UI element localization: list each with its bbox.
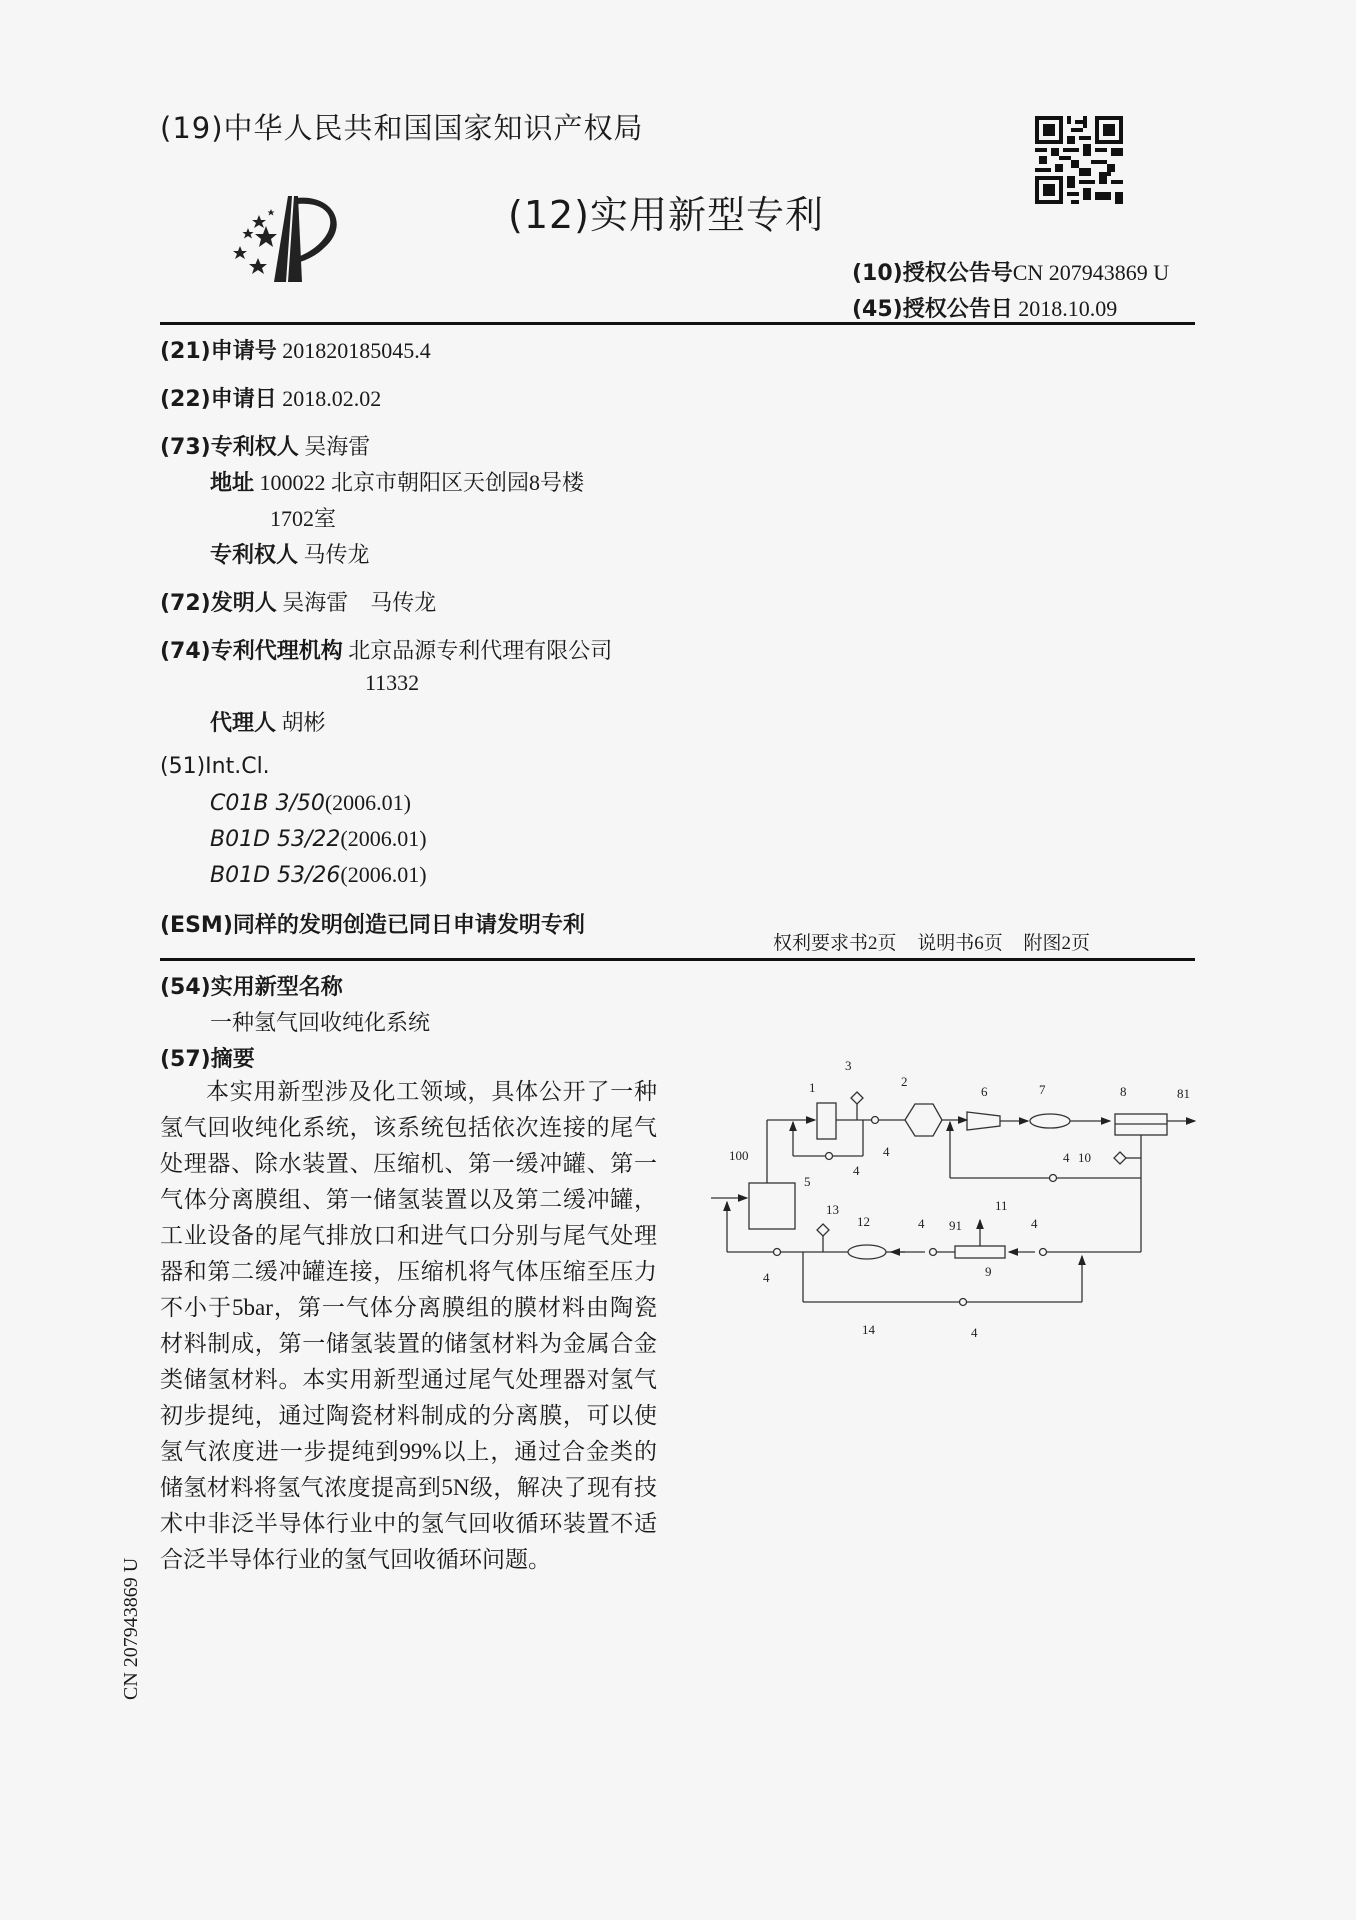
svg-text:9: 9 (985, 1264, 992, 1279)
inventors-label: (72)发明人 (160, 591, 277, 616)
inventors-value: 吴海雷 马传龙 (282, 590, 437, 615)
address-line2: 1702室 (270, 506, 337, 531)
ipc-item (210, 790, 411, 816)
application-date-label: (22)申请日 (160, 387, 277, 412)
application-number-value: 201820185045.4 (282, 338, 431, 363)
svg-text:12: 12 (857, 1214, 870, 1229)
biblio-divider (160, 958, 1195, 961)
office-name: (19)中华人民共和国国家知识产权局 (160, 111, 644, 145)
svg-text:1: 1 (809, 1080, 816, 1095)
process-flow-diagram (705, 1040, 1200, 1350)
side-publication-number: CN 207943869 U (120, 1557, 142, 1700)
patent-agency-label: (74)专利代理机构 (160, 639, 343, 664)
publication-number-label: (10)授权公告号 (852, 261, 1013, 286)
patent-agency-code: 11332 (365, 670, 420, 695)
patentee-label: (73)专利权人 (160, 435, 299, 460)
svg-text:5: 5 (804, 1174, 811, 1189)
svg-text:4: 4 (763, 1270, 770, 1285)
patentee-value: 吴海雷 (304, 434, 371, 459)
publication-date (852, 292, 1117, 323)
ipc-item (210, 826, 427, 852)
document-type: (12)实用新型专利 (508, 193, 825, 237)
utility-model-title-label: (54)实用新型名称 (160, 975, 343, 1000)
application-date (160, 382, 381, 413)
svg-text:13: 13 (826, 1202, 839, 1217)
svg-text:4: 4 (918, 1216, 925, 1231)
svg-text:14: 14 (862, 1322, 875, 1337)
publication-number-value: CN 207943869 U (1012, 260, 1170, 285)
svg-text:4: 4 (1063, 1150, 1070, 1165)
svg-text:8: 8 (1120, 1084, 1127, 1099)
header-divider (160, 322, 1195, 325)
ipc-version: (2006.01) (340, 862, 427, 887)
patentee-2 (210, 538, 370, 569)
patentee-2-label: 专利权人 (210, 543, 299, 568)
svg-text:4: 4 (883, 1144, 890, 1159)
agent (210, 706, 326, 737)
publication-date-value: 2018.10.09 (1018, 296, 1118, 321)
utility-model-title: 一种氢气回收纯化系统 (210, 1010, 431, 1035)
address (210, 466, 584, 497)
publication-number (852, 256, 1169, 287)
patent-agency-value: 北京品源专利代理有限公司 (348, 638, 613, 663)
ipc-version: (2006.01) (324, 790, 412, 815)
ipc-code: B01D 53/26 (210, 863, 341, 888)
svg-text:6: 6 (981, 1084, 988, 1099)
svg-text:11: 11 (995, 1198, 1008, 1213)
svg-text:100: 100 (729, 1148, 749, 1163)
svg-text:3: 3 (845, 1058, 852, 1073)
svg-text:10: 10 (1078, 1150, 1091, 1165)
patentee (160, 430, 370, 461)
abstract-label: (57)摘要 (160, 1047, 255, 1072)
svg-text:81: 81 (1177, 1086, 1190, 1101)
svg-text:4: 4 (853, 1163, 860, 1178)
svg-text:2: 2 (901, 1074, 908, 1089)
address-line1: 100022 北京市朝阳区天创园8号楼 (259, 470, 585, 495)
abstract-paragraph: 本实用新型涉及化工领域，具体公开了一种氢气回收纯化系统，该系统包括依次连接的尾气处理器、除水装置、压缩机、第一缓冲罐、第一气体分离膜组、第一储氢装置以及第二缓冲罐，工业设备的尾气排放口和进气口分别与尾气处理器和第二缓冲罐连接，压缩机将气体压缩至压力不小于5bar，第一气体分离膜组的膜材料由陶瓷材料制成，第一储氢装置的储氢材料为金属合金类储氢材料。本实用新型通过尾气处理器对氢气初步提纯，通过陶瓷材料制成的分离膜，可以使氢气浓度进一步提纯到99%以上，通过合金类的储氢材料将氢气浓度提高到5N级，解决了现有技术中非泛半导体行业中的氢气回收循环装置不适合泛半导体行业的氢气回收循环问题。 (160, 1079, 657, 1572)
ipc-item (210, 862, 427, 888)
application-number (160, 334, 431, 365)
agent-label: 代理人 (210, 711, 277, 736)
qr-code-icon[interactable] (1035, 116, 1123, 204)
svg-text:7: 7 (1039, 1082, 1046, 1097)
ipc-code: C01B 3/50 (210, 791, 325, 816)
publication-date-label: (45)授权公告日 (852, 297, 1013, 322)
abstract-text (160, 1074, 657, 1578)
application-date-value: 2018.02.02 (282, 386, 382, 411)
agent-value: 胡彬 (281, 710, 326, 735)
address-label: 地址 (210, 471, 255, 496)
cnipa-logo-icon (226, 186, 356, 286)
patent-agency (160, 634, 612, 665)
svg-text:4: 4 (1031, 1216, 1038, 1231)
svg-text:4: 4 (971, 1325, 978, 1340)
ipc-code: B01D 53/22 (210, 827, 341, 852)
application-number-label: (21)申请号 (160, 339, 277, 364)
esm-note: (ESM)同样的发明创造已同日申请发明专利 (160, 913, 585, 938)
patentee-2-value: 马传龙 (303, 542, 370, 567)
inventors (160, 586, 436, 617)
svg-text:91: 91 (949, 1218, 962, 1233)
ipc-label: (51)Int.Cl. (160, 754, 270, 779)
page-counts: 权利要求书2页 说明书6页 附图2页 (773, 933, 1091, 954)
ipc-version: (2006.01) (340, 826, 427, 851)
